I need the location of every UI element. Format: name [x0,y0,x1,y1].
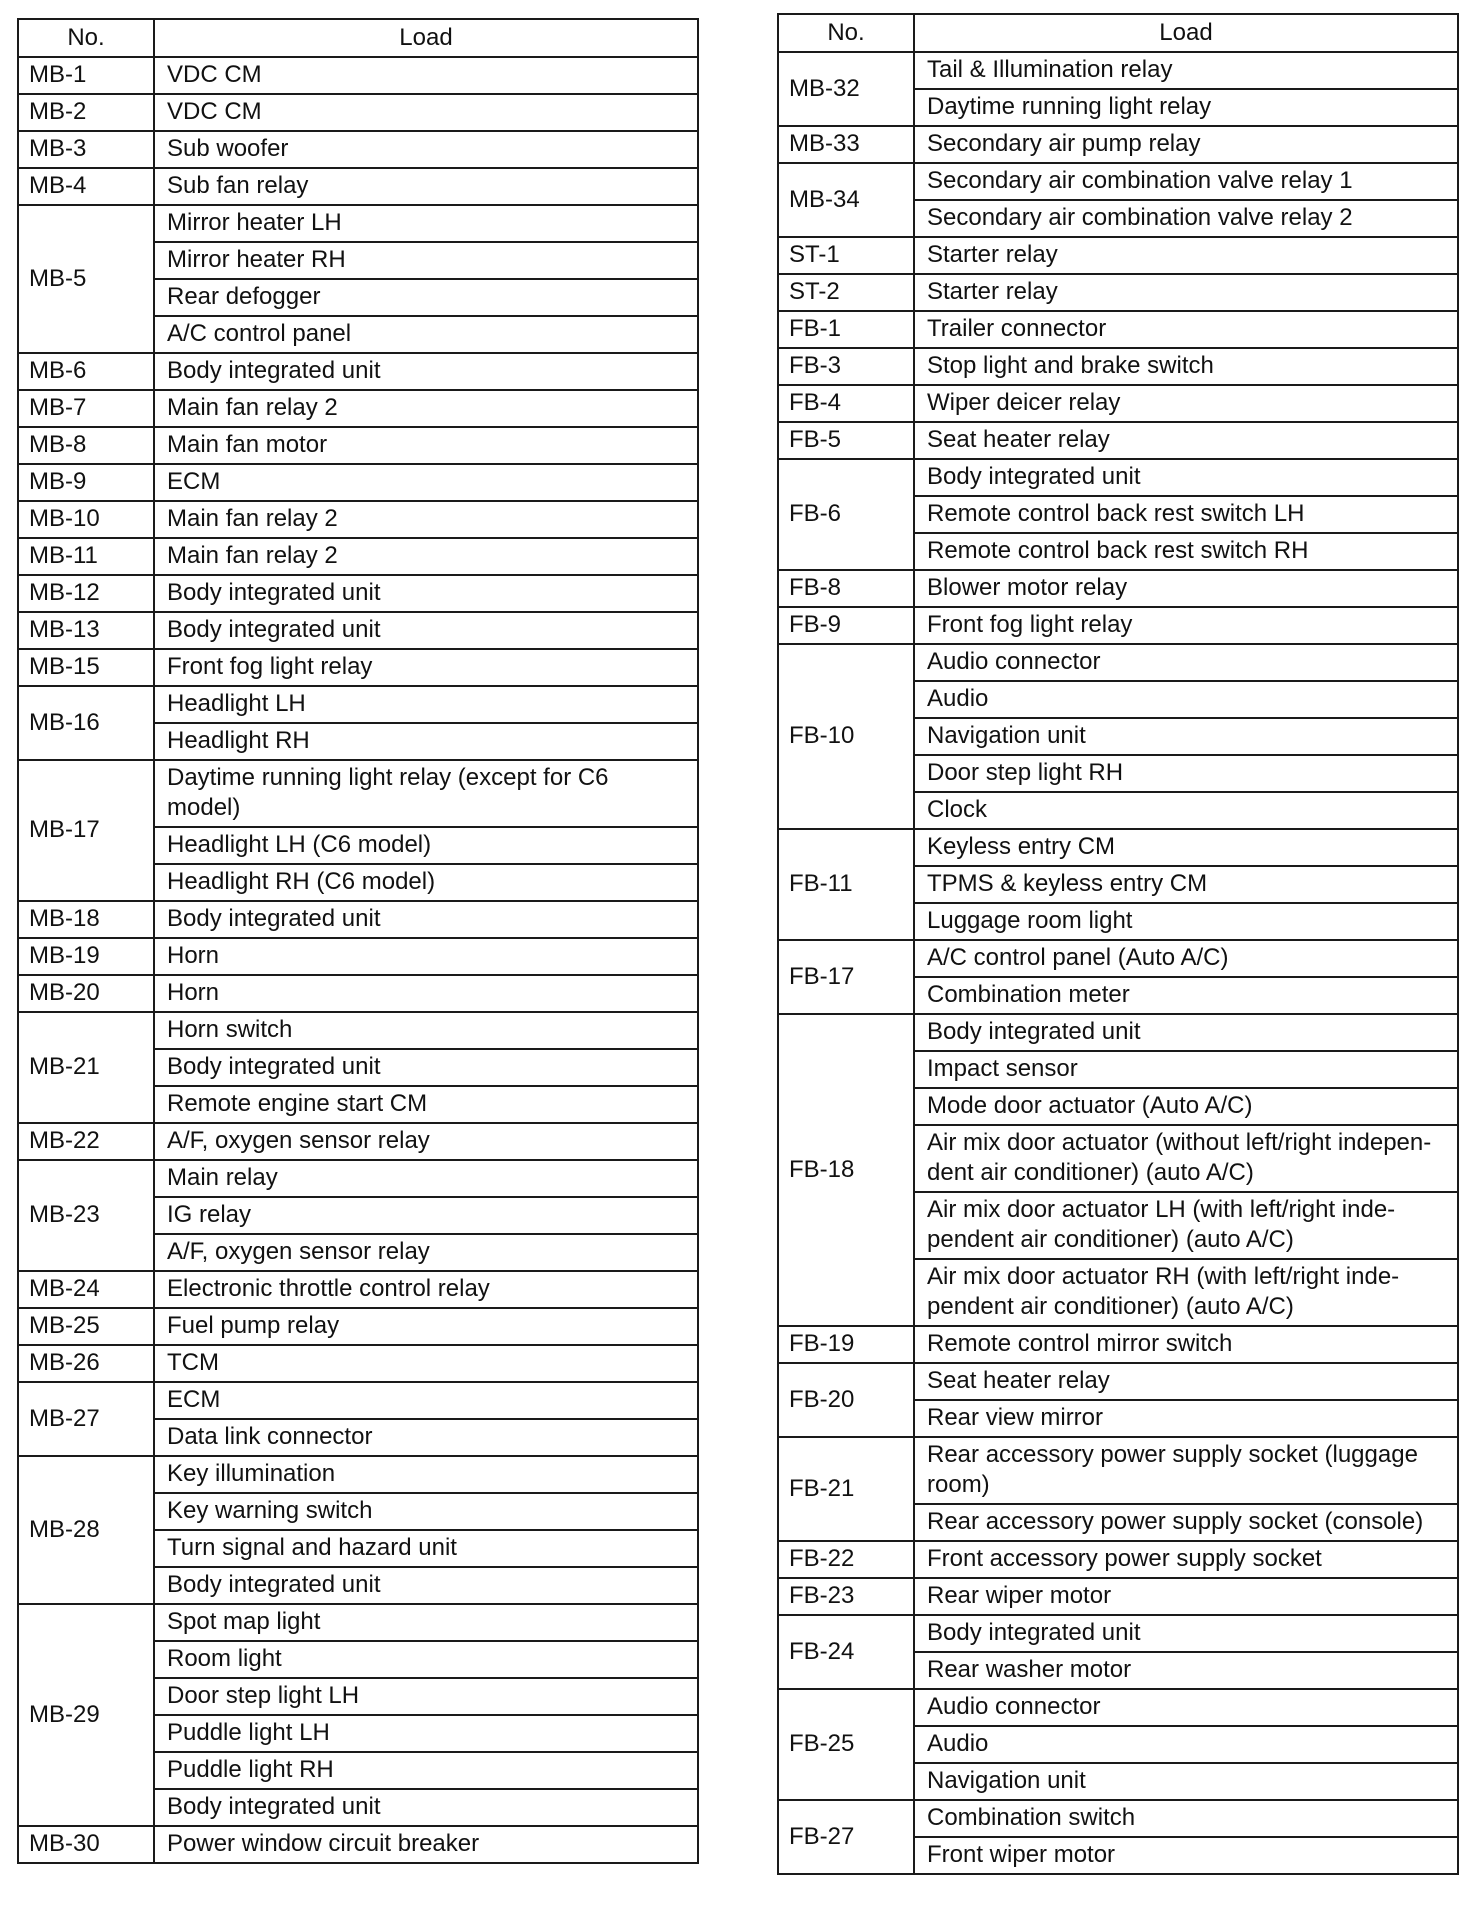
load-cell: Luggage room light [914,903,1458,940]
load-cell: Turn signal and hazard unit [154,1530,698,1567]
fuse-number-cell: MB-4 [18,168,154,205]
load-cell: A/C control panel (Auto A/C) [914,940,1458,977]
fuse-number-cell: FB-6 [778,459,914,570]
fuse-number-cell: FB-17 [778,940,914,1014]
fuse-number-cell: MB-27 [18,1382,154,1456]
load-cell: Body integrated unit [914,459,1458,496]
load-cell: A/F, oxygen sensor relay [154,1234,698,1271]
table-row [18,575,698,612]
table-row [18,131,698,168]
load-cell: Remote control mirror switch [914,1326,1458,1363]
fuse-number-cell: FB-10 [778,644,914,829]
load-cell: Audio connector [914,1689,1458,1726]
load-cell: Body integrated unit [154,1789,698,1826]
fuse-number-cell: MB-28 [18,1456,154,1604]
load-cell: Body integrated unit [914,1014,1458,1051]
load-cell: Remote engine start CM [154,1086,698,1123]
fuse-number-cell: MB-11 [18,538,154,575]
fuse-number-cell: MB-10 [18,501,154,538]
load-cell: Navigation unit [914,718,1458,755]
load-cell: Front accessory power supply socket [914,1541,1458,1578]
fuse-load-table-right [777,13,1459,1875]
load-cell: Audio [914,1726,1458,1763]
load-cell: IG relay [154,1197,698,1234]
table-row [18,390,698,427]
load-cell: Main fan relay 2 [154,501,698,538]
fuse-number-cell: MB-26 [18,1345,154,1382]
table-row [18,427,698,464]
header-row [18,19,698,57]
load-cell: Room light [154,1641,698,1678]
load-cell: Starter relay [914,274,1458,311]
load-cell: Electronic throttle control relay [154,1271,698,1308]
load-cell: Body integrated unit [914,1615,1458,1652]
table-row [778,1615,1458,1652]
table-row [18,686,698,723]
table-row [18,1826,698,1863]
table-row [18,1604,698,1641]
load-cell: Rear accessory power supply socket (console) [914,1504,1458,1541]
load-cell: Main fan relay 2 [154,390,698,427]
load-cell: Audio [914,681,1458,718]
load-cell: TPMS & keyless entry CM [914,866,1458,903]
load-cell: Main fan motor [154,427,698,464]
fuse-number-cell: FB-20 [778,1363,914,1437]
table-row [778,1578,1458,1615]
load-cell: Audio connector [914,644,1458,681]
fuse-number-cell: MB-3 [18,131,154,168]
load-cell: Body integrated unit [154,353,698,390]
load-cell: Horn switch [154,1012,698,1049]
fuse-number-cell: ST-2 [778,274,914,311]
load-cell: Body integrated unit [154,901,698,938]
load-cell: Combination meter [914,977,1458,1014]
fuse-number-cell: MB-29 [18,1604,154,1826]
load-cell: Rear washer motor [914,1652,1458,1689]
load-cell: Mode door actuator (Auto A/C) [914,1088,1458,1125]
header-row [778,14,1458,52]
fuse-number-cell: MB-8 [18,427,154,464]
fuse-number-cell: MB-12 [18,575,154,612]
load-cell: Key warning switch [154,1493,698,1530]
table-row [18,1012,698,1049]
fuse-number-cell: ST-1 [778,237,914,274]
load-cell: Puddle light RH [154,1752,698,1789]
fuse-number-cell: FB-19 [778,1326,914,1363]
fuse-number-cell: MB-21 [18,1012,154,1123]
load-cell: Front fog light relay [914,607,1458,644]
load-cell: Remote control back rest switch RH [914,533,1458,570]
fuse-number-cell: FB-4 [778,385,914,422]
load-cell: Horn [154,975,698,1012]
load-cell: Puddle light LH [154,1715,698,1752]
load-cell: Front fog light relay [154,649,698,686]
fuse-number-cell: MB-18 [18,901,154,938]
load-cell: Sub fan relay [154,168,698,205]
table-row [18,760,698,827]
fuse-number-cell: MB-32 [778,52,914,126]
load-cell: Rear accessory power supply socket (luggage room) [914,1437,1458,1504]
fuse-number-cell: MB-6 [18,353,154,390]
load-cell: A/F, oxygen sensor relay [154,1123,698,1160]
load-cell: A/C control panel [154,316,698,353]
load-cell: Power window circuit breaker [154,1826,698,1863]
table-row [778,422,1458,459]
fuse-number-cell: MB-24 [18,1271,154,1308]
load-cell: Key illumination [154,1456,698,1493]
load-cell: Door step light RH [914,755,1458,792]
load-cell: Blower motor relay [914,570,1458,607]
table-row [778,163,1458,200]
table-row [18,538,698,575]
table-row [778,1326,1458,1363]
table-row [18,94,698,131]
load-cell: Headlight RH (C6 model) [154,864,698,901]
table-row [778,570,1458,607]
load-cell: Air mix door actuator (without left/right indepen-dent air conditioner) (auto A/C) [914,1125,1458,1192]
load-cell: Secondary air pump relay [914,126,1458,163]
fuse-number-cell: FB-9 [778,607,914,644]
fuse-number-cell: MB-1 [18,57,154,94]
fuse-number-cell: MB-25 [18,1308,154,1345]
load-cell: Headlight LH (C6 model) [154,827,698,864]
fuse-number-cell: FB-23 [778,1578,914,1615]
table-row [778,385,1458,422]
fuse-number-cell: FB-3 [778,348,914,385]
load-cell: Secondary air combination valve relay 1 [914,163,1458,200]
table-row [778,52,1458,89]
table-row [778,1363,1458,1400]
table-row [18,205,698,242]
table-row [18,1123,698,1160]
fuse-number-cell: FB-5 [778,422,914,459]
fuse-number-cell: FB-22 [778,1541,914,1578]
load-cell: Daytime running light relay (except for C6 model) [154,760,698,827]
fuse-number-cell: MB-2 [18,94,154,131]
header-load: Load [914,14,1458,52]
fuse-number-cell: MB-33 [778,126,914,163]
load-cell: Main relay [154,1160,698,1197]
table-row [18,1271,698,1308]
load-cell: Rear wiper motor [914,1578,1458,1615]
load-cell: Tail & Illumination relay [914,52,1458,89]
table-row [18,353,698,390]
load-cell: Remote control back rest switch LH [914,496,1458,533]
fuse-number-cell: MB-23 [18,1160,154,1271]
fuse-number-cell: FB-25 [778,1689,914,1800]
fuse-number-cell: FB-18 [778,1014,914,1326]
table-row [778,940,1458,977]
table-row [18,612,698,649]
fuse-number-cell: MB-17 [18,760,154,901]
table-row [18,975,698,1012]
fuse-number-cell: FB-8 [778,570,914,607]
table-row [778,311,1458,348]
fuse-load-table-left [17,18,699,1864]
load-cell: Data link connector [154,1419,698,1456]
table-row [778,237,1458,274]
fuse-number-cell: MB-13 [18,612,154,649]
load-cell: Sub woofer [154,131,698,168]
table-row [778,1689,1458,1726]
load-cell: Trailer connector [914,311,1458,348]
table-row [18,1345,698,1382]
table-row [18,1160,698,1197]
load-cell: Main fan relay 2 [154,538,698,575]
table-row [18,464,698,501]
load-cell: Mirror heater LH [154,205,698,242]
load-cell: Air mix door actuator LH (with left/right inde-pendent air conditioner) (auto A/C) [914,1192,1458,1259]
table-body-left [18,57,698,1863]
table-row [18,501,698,538]
load-cell: Fuel pump relay [154,1308,698,1345]
table-row [18,649,698,686]
fuse-number-cell: MB-7 [18,390,154,427]
load-cell: Body integrated unit [154,612,698,649]
fuse-number-cell: FB-1 [778,311,914,348]
header-no: No. [18,19,154,57]
table-row [778,1541,1458,1578]
load-cell: Secondary air combination valve relay 2 [914,200,1458,237]
table-row [778,829,1458,866]
load-cell: VDC CM [154,57,698,94]
load-cell: Front wiper motor [914,1837,1458,1874]
table-row [778,1437,1458,1504]
load-cell: Rear view mirror [914,1400,1458,1437]
table-body-right [778,52,1458,1874]
load-cell: Door step light LH [154,1678,698,1715]
table-row [778,348,1458,385]
table-row [18,938,698,975]
load-cell: Spot map light [154,1604,698,1641]
fuse-number-cell: MB-22 [18,1123,154,1160]
table-row [778,274,1458,311]
load-cell: Horn [154,938,698,975]
fuse-number-cell: MB-15 [18,649,154,686]
table-row [778,644,1458,681]
table-row [778,1800,1458,1837]
table-row [18,1382,698,1419]
load-cell: Headlight RH [154,723,698,760]
load-cell: Wiper deicer relay [914,385,1458,422]
table-row [18,57,698,94]
load-cell: Air mix door actuator RH (with left/right inde-pendent air conditioner) (auto A/C) [914,1259,1458,1326]
fuse-number-cell: MB-9 [18,464,154,501]
fuse-number-cell: MB-30 [18,1826,154,1863]
table-row [18,901,698,938]
load-cell: Navigation unit [914,1763,1458,1800]
load-cell: Starter relay [914,237,1458,274]
table-row [18,1308,698,1345]
fuse-number-cell: MB-34 [778,163,914,237]
table-row [778,607,1458,644]
load-cell: ECM [154,1382,698,1419]
load-cell: Stop light and brake switch [914,348,1458,385]
load-cell: VDC CM [154,94,698,131]
load-cell: Seat heater relay [914,1363,1458,1400]
load-cell: Body integrated unit [154,1049,698,1086]
table-row [18,168,698,205]
load-cell: ECM [154,464,698,501]
fuse-number-cell: FB-21 [778,1437,914,1541]
load-cell: Keyless entry CM [914,829,1458,866]
load-cell: Daytime running light relay [914,89,1458,126]
fuse-number-cell: FB-24 [778,1615,914,1689]
load-cell: Body integrated unit [154,1567,698,1604]
fuse-number-cell: MB-19 [18,938,154,975]
load-cell: Body integrated unit [154,575,698,612]
table-row [778,459,1458,496]
fuse-number-cell: MB-20 [18,975,154,1012]
fuse-number-cell: FB-11 [778,829,914,940]
table-row [778,1014,1458,1051]
load-cell: Combination switch [914,1800,1458,1837]
load-cell: Headlight LH [154,686,698,723]
table-row [18,1456,698,1493]
load-cell: Seat heater relay [914,422,1458,459]
header-no: No. [778,14,914,52]
fuse-number-cell: MB-16 [18,686,154,760]
load-cell: Mirror heater RH [154,242,698,279]
header-load: Load [154,19,698,57]
load-cell: Impact sensor [914,1051,1458,1088]
load-cell: TCM [154,1345,698,1382]
table-row [778,126,1458,163]
fuse-number-cell: MB-5 [18,205,154,353]
load-cell: Clock [914,792,1458,829]
load-cell: Rear defogger [154,279,698,316]
fuse-number-cell: FB-27 [778,1800,914,1874]
